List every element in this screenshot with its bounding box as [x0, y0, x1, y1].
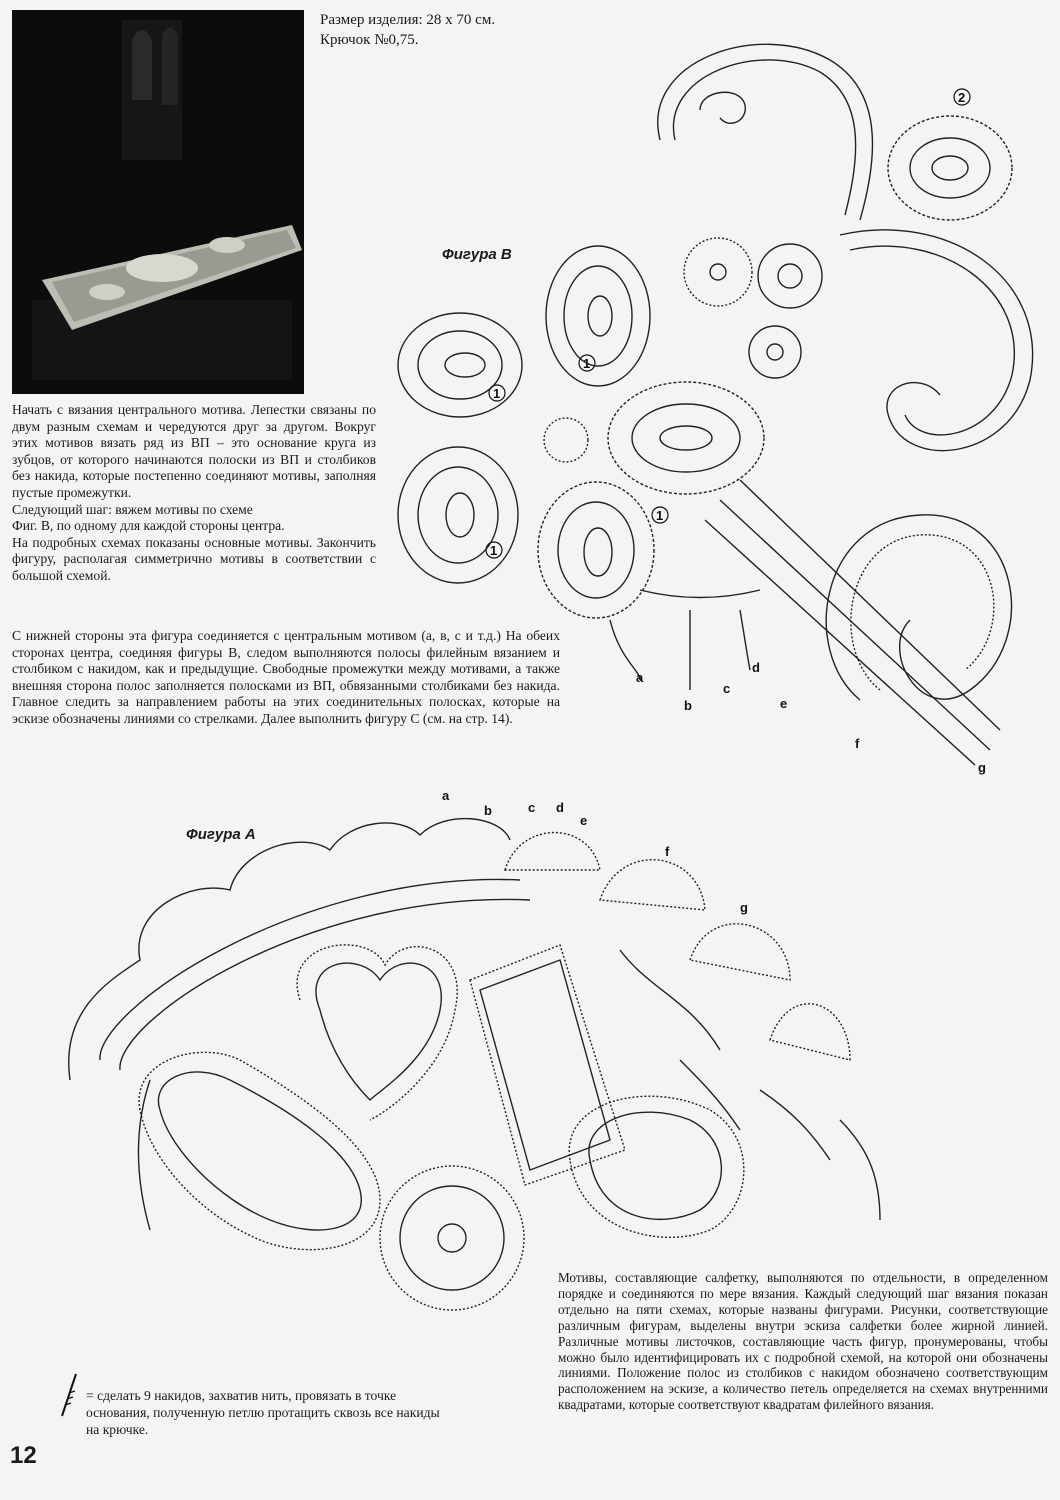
figure-a-labels — [442, 788, 748, 915]
motif-number-2: 2 — [958, 90, 966, 105]
product-photo — [12, 10, 304, 394]
label-b-b: b — [684, 698, 692, 713]
motif-number-1b: 1 — [583, 356, 591, 371]
label-a-g: g — [740, 900, 748, 915]
figure-b-labels — [486, 89, 986, 775]
label-b-e: e — [780, 696, 788, 711]
label-b-g: g — [978, 760, 986, 775]
label-a-f: f — [665, 844, 670, 859]
motif-number-1a: 1 — [493, 386, 501, 401]
instructions-joining: С нижней стороны эта фигура соединяется с центральным мотивом (а, в, с и т.д.) На обеих сторонах центра, соединяя фигуры В, следом выполняются полосы филейным вязанием и столбиком с накидом, как и предыдущие. Свободные промежутки между мотивами, а также внешняя сторона полос заполняется полосками из ВП, обвязанными столбиками без накида. Главное следить за направлением работы на этих соединительных полосках, которые на эскизе обозначены линиями со стрелками. Далее выполнить фигуру С (см. на стр. 14). — [12, 628, 560, 726]
page-number: 12 — [10, 1442, 37, 1469]
label-b-c: c — [723, 681, 731, 696]
specifications — [320, 10, 495, 50]
label-a-b: b — [484, 803, 492, 818]
label-b-a: a — [636, 670, 644, 685]
instructions-left — [12, 402, 376, 585]
label-b-f: f — [855, 736, 860, 751]
paragraph-1: Начать с вязания центрального мотива. Лепестки связаны по двум разным схемам и чередуются друг за другом. Вокруг этих мотивов вязать ряд из ВП – это основание круга из зубцов, от которого начинаются полоски из ВП и столбиков без накида, которые постепенно соединяют мотивы, заполняя пустые промежутки. — [12, 402, 376, 500]
figure-a-diagram — [69, 819, 880, 1310]
motif-number-1d: 1 — [656, 508, 664, 523]
instructions-motifs: Мотивы, составляющие салфетку, выполняются по отдельности, в определенном порядке и соединяются по мере вязания. Каждый следующий шаг вязания показан отдельно на пяти схемах, которые названы фигурами. Рисунки, соответствующие различным фигурам, выделены внутри эскиза салфетки более жирной линией. Различные мотивы листочков, составляющие часть фигур, пронумерованы, чтобы можно было идентифицировать их с подробной схемой, на которой они обозначены линиями. Положение полос из столбиков с накидом обозначено соответствующим расположением на эскизе, а количество петель определяется на схемах внутренними квадратами, которые соответствуют квадратам филейного вязания. — [558, 1270, 1048, 1413]
paragraph-2: Следующий шаг: вяжем мотивы по схеме — [12, 501, 253, 517]
figure-a-title: Фигура А — [186, 826, 256, 843]
label-a-c: c — [528, 800, 536, 815]
motif-number-1c: 1 — [490, 543, 498, 558]
label-a-e: e — [580, 813, 588, 828]
paragraph-3: Фиг. В, по одному для каждой стороны центра. — [12, 518, 285, 534]
label-b-d: d — [752, 660, 760, 675]
multi-yarnover-stitch-icon — [58, 1370, 82, 1420]
label-a-a: a — [442, 788, 450, 803]
label-a-d: d — [556, 800, 564, 815]
figure-b-title: Фигура В — [442, 246, 512, 263]
legend-description: = сделать 9 накидов, захватив нить, провязать в точке основания, полученную петлю протащить сквозь все накиды на крючке. — [86, 1388, 440, 1437]
paragraph-4: На подробных схемах показаны основные мотивы. Закончить фигуру, располагая симметрично мотивы в соответствии с большой схемой. — [12, 534, 376, 583]
table-runner-image — [12, 10, 304, 394]
hook-size: Крючок №0,75. — [320, 32, 419, 48]
product-size: Размер изделия: 28 х 70 см. — [320, 12, 496, 28]
